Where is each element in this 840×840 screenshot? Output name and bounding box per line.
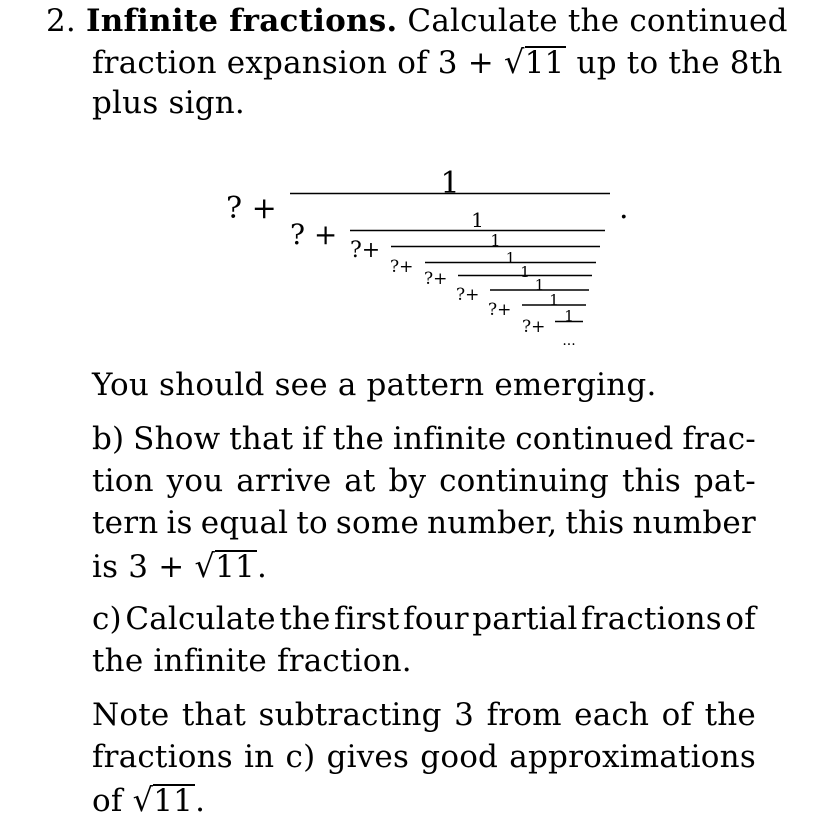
part-b-line-3 (92, 505, 756, 541)
word: the (704, 697, 756, 733)
cf-term-6: ?+ (456, 285, 480, 305)
sqrt-argument: 11 (153, 783, 194, 819)
word: continued (515, 421, 674, 457)
cf-period: . (619, 191, 629, 226)
cf-numerator-1: 1 (440, 166, 460, 201)
word: that (229, 421, 294, 457)
word: if (302, 421, 324, 457)
word: the (279, 601, 331, 637)
note-line-2 (92, 739, 756, 775)
word: pat- (693, 463, 756, 499)
cf-term-3: ?+ (350, 238, 381, 263)
word: good (420, 739, 499, 775)
word: some (335, 505, 420, 541)
word: c) (285, 739, 316, 775)
cf-numerator-8: 1 (564, 307, 574, 325)
cf-term-1: ? + (226, 191, 277, 226)
problem-intro: Calculate the continued (407, 3, 788, 39)
word: at (344, 463, 376, 499)
word: from (486, 697, 562, 733)
part-b-line-1 (92, 421, 756, 457)
word: of (661, 697, 693, 733)
word: number (632, 505, 756, 541)
cf-term-2: ? + (290, 218, 338, 251)
word: this (621, 463, 681, 499)
word: to (296, 505, 328, 541)
intro-text-end: plus sign. (92, 85, 245, 121)
word: b) (92, 421, 125, 457)
sqrt-argument: 11 (524, 45, 565, 81)
cf-ellipsis: ... (562, 333, 576, 349)
word: that (181, 697, 247, 733)
continued-fraction (0, 0, 840, 360)
word: gives (326, 739, 410, 775)
word: Note (92, 697, 170, 733)
word: in (244, 739, 275, 775)
word: arrive (236, 463, 332, 499)
period: . (195, 783, 206, 819)
cf-numerator-7: 1 (549, 291, 559, 309)
cf-numerator-4: 1 (505, 249, 516, 267)
word: fractions (92, 739, 233, 775)
cf-numerator-5: 1 (520, 263, 530, 281)
sqrt-expression (194, 547, 257, 585)
word: first (334, 601, 400, 637)
sqrt-argument: 11 (215, 549, 255, 585)
cf-term-5: ?+ (424, 269, 448, 289)
word: by (388, 463, 427, 499)
word: tion (92, 463, 154, 499)
period: . (256, 549, 268, 585)
cf-term-8: ?+ (522, 317, 546, 337)
sqrt-expression (132, 781, 195, 819)
part-c-line-1 (92, 601, 756, 637)
word: four (403, 601, 469, 637)
word: 3 (454, 697, 475, 733)
word: the (332, 421, 385, 457)
word: approximations (509, 739, 756, 775)
word: number, (427, 505, 558, 541)
sqrt-symbol: √ (194, 547, 216, 585)
intro-text-post: up to the 8th (576, 45, 783, 81)
sqrt-symbol: √ (504, 43, 525, 81)
word: Calculate (125, 601, 276, 637)
note-text: of (92, 783, 123, 819)
cf-numerator-3: 1 (490, 231, 501, 250)
word: you (166, 463, 224, 499)
word: Show (133, 421, 221, 457)
word: subtracting (258, 697, 442, 733)
word: equal (200, 505, 289, 541)
cf-numerator-2: 1 (471, 208, 484, 232)
pattern-text: You should see a pattern emerging. (92, 367, 657, 403)
cf-numerator-6: 1 (534, 276, 545, 294)
part-b-line-4 (92, 547, 268, 585)
word: this (565, 505, 625, 541)
word: c) (92, 601, 122, 637)
word: infinite (392, 421, 507, 457)
word: of (725, 601, 756, 637)
word: partial (472, 601, 578, 637)
part-b-text: is 3 + (92, 549, 185, 585)
word: frac- (682, 421, 756, 457)
note-line-3 (92, 781, 206, 819)
cf-term-7: ?+ (488, 300, 512, 320)
word: tern (92, 505, 159, 541)
part-b-line-2 (92, 463, 756, 499)
intro-text: fraction expansion of 3 + (92, 45, 494, 81)
word: each (574, 697, 650, 733)
problem-number: 2. (46, 3, 76, 39)
sqrt-symbol: √ (132, 781, 154, 819)
word: fractions (581, 601, 722, 637)
word: continuing (439, 463, 610, 499)
problem-title: Infinite fractions. (86, 3, 398, 39)
cf-term-4: ?+ (390, 257, 414, 277)
part-c-line-2: the infinite fraction. (92, 643, 412, 679)
word: is (166, 505, 193, 541)
note-line-1 (92, 697, 756, 733)
